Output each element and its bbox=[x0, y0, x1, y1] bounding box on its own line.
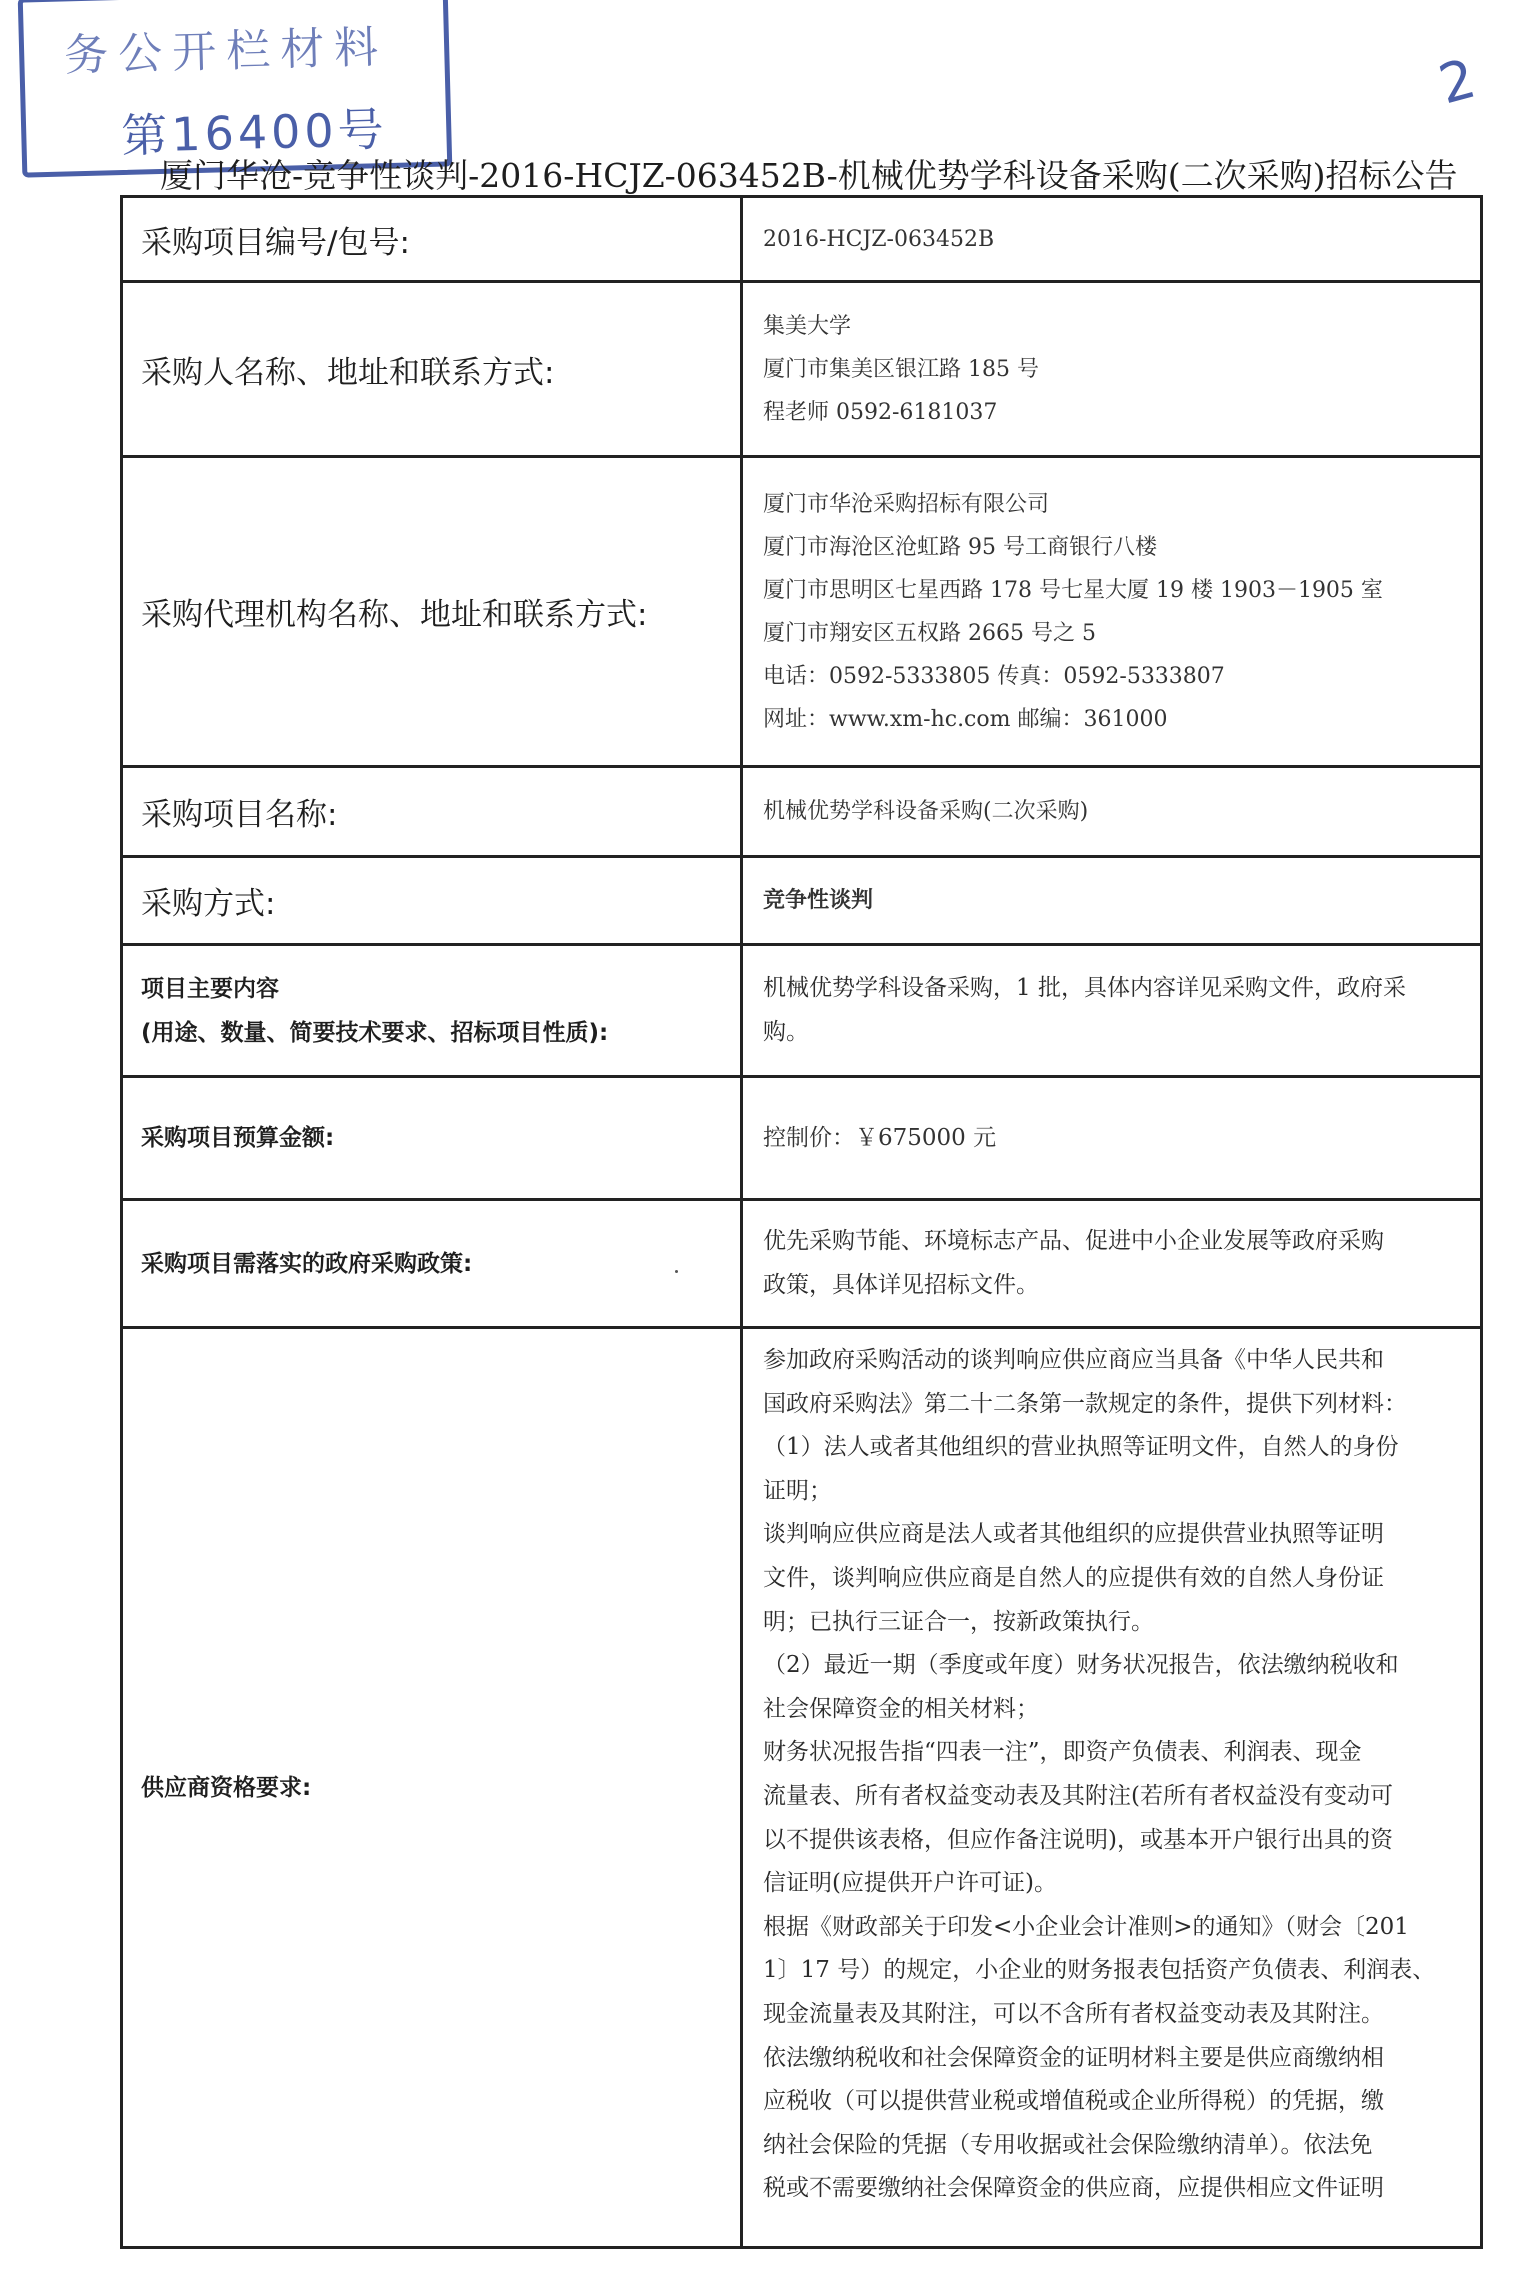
label-content-detail: (用途、数量、简要技术要求、招标项目性质): bbox=[141, 1019, 609, 1046]
row-content bbox=[122, 945, 1482, 1077]
value-method: 竞争性谈判 bbox=[763, 887, 874, 913]
qualification-line: 明；已执行三证合一，按新政策执行。 bbox=[763, 1608, 1154, 1635]
label-budget: 采购项目预算金额: bbox=[141, 1125, 335, 1151]
content-line: 机械优势学科设备采购，1 批，具体内容详见采购文件，政府采 bbox=[763, 974, 1406, 1001]
label-project-no: 采购项目编号/包号: bbox=[141, 224, 410, 261]
label-project-name: 采购项目名称: bbox=[141, 797, 338, 833]
qualification-line: 纳社会保险的凭据（专用收据或社会保险缴纳清单）。依法免 bbox=[763, 2131, 1373, 2158]
row-method bbox=[122, 857, 1482, 945]
value-budget: 控制价：￥675000 元 bbox=[763, 1124, 997, 1151]
row-agency bbox=[122, 457, 1482, 767]
qualification-line: 现金流量表及其附注，可以不含所有者权益变动表及其附注。 bbox=[763, 2000, 1384, 2027]
qualification-line: 税或不需要缴纳社会保障资金的供应商，应提供相应文件证明 bbox=[763, 2175, 1384, 2202]
row-qualification bbox=[122, 1328, 1482, 2248]
qualification-line: 社会保障资金的相关材料； bbox=[763, 1695, 1039, 1722]
row-policy bbox=[122, 1200, 1482, 1328]
agency-line: 厦门市海沧区沧虹路 95 号工商银行八楼 bbox=[763, 534, 1157, 560]
qualification-line: 1〕17 号）的规定，小企业的财务报表包括资产负债表、利润表、 bbox=[763, 1957, 1436, 1984]
policy-line: 政策，具体详见招标文件。 bbox=[763, 1271, 1039, 1298]
purchaser-line: 程老师 0592-6181037 bbox=[763, 399, 998, 425]
label-method: 采购方式: bbox=[141, 886, 276, 922]
qualification-line: 文件，谈判响应供应商是自然人的应提供有效的自然人身份证 bbox=[763, 1564, 1384, 1591]
agency-line: 厦门市华沧采购招标有限公司 bbox=[763, 491, 1050, 517]
agency-line: 电话：0592-5333805 传真：0592-5333807 bbox=[763, 663, 1225, 689]
qualification-line: 以不提供该表格，但应作备注说明)，或基本开户银行出具的资 bbox=[763, 1826, 1393, 1853]
qualification-line: 流量表、所有者权益变动表及其附注(若所有者权益没有变动可 bbox=[763, 1782, 1393, 1809]
row-purchaser bbox=[122, 282, 1482, 457]
purchaser-line: 厦门市集美区银江路 185 号 bbox=[763, 356, 1039, 382]
policy-line: 优先采购节能、环境标志产品、促进中小企业发展等政府采购 bbox=[763, 1227, 1384, 1254]
qualification-line: 财务状况报告指“四表一注”，即资产负债表、利润表、现金 bbox=[763, 1739, 1362, 1766]
row-budget bbox=[122, 1077, 1482, 1200]
agency-line: 网址：www.xm-hc.com 邮编：361000 bbox=[763, 706, 1168, 732]
agency-line: 厦门市翔安区五权路 2665 号之 5 bbox=[763, 620, 1096, 646]
value-project-no: 2016-HCJZ-063452B bbox=[763, 226, 995, 252]
qualification-line: 证明； bbox=[763, 1477, 832, 1504]
label-purchaser: 采购人名称、地址和联系方式: bbox=[141, 354, 555, 391]
scan-speck bbox=[675, 1270, 678, 1273]
announcement-table bbox=[120, 195, 1483, 2249]
qualification-line: 应税收（可以提供营业税或增值税或企业所得税）的凭据，缴 bbox=[763, 2088, 1384, 2115]
label-agency: 采购代理机构名称、地址和联系方式: bbox=[141, 597, 648, 633]
qualification-line: 根据《财政部关于印发<小企业会计准则>的通知》（财会〔201 bbox=[763, 1913, 1409, 1940]
page-title: 厦门华沧-竞争性谈判-2016-HCJZ-063452B-机械优势学科设备采购(二次采购)招标公告 bbox=[160, 156, 1458, 195]
stamp-top-text: 务公开栏材料 bbox=[63, 21, 389, 82]
agency-line: 厦门市思明区七星西路 178 号七星大厦 19 楼 1903－1905 室 bbox=[763, 577, 1383, 603]
purchaser-line: 集美大学 bbox=[763, 313, 852, 339]
stamp-number: 第16400号 bbox=[120, 102, 389, 163]
label-qualification: 供应商资格要求: bbox=[141, 1774, 312, 1801]
qualification-line: 国政府采购法》第二十二条第一款规定的条件，提供下列材料： bbox=[763, 1390, 1407, 1417]
qualification-line: 信证明(应提供开户许可证)。 bbox=[763, 1870, 1057, 1897]
value-project-name: 机械优势学科设备采购(二次采购) bbox=[763, 799, 1089, 824]
row-project-name bbox=[122, 767, 1482, 857]
qualification-line: （1）法人或者其他组织的营业执照等证明文件，自然人的身份 bbox=[763, 1434, 1399, 1461]
page-number: 2 bbox=[1432, 46, 1482, 117]
qualification-line: 依法缴纳税收和社会保障资金的证明材料主要是供应商缴纳相 bbox=[763, 2044, 1384, 2071]
qualification-line: 参加政府采购活动的谈判响应供应商应当具备《中华人民共和 bbox=[763, 1347, 1384, 1373]
qualification-line: 谈判响应供应商是法人或者其他组织的应提供营业执照等证明 bbox=[763, 1521, 1384, 1548]
row-project-no bbox=[122, 197, 1482, 282]
label-content-title: 项目主要内容 bbox=[141, 975, 279, 1002]
qualification-line: （2）最近一期（季度或年度）财务状况报告，依法缴纳税收和 bbox=[763, 1652, 1399, 1679]
label-policy: 采购项目需落实的政府采购政策: bbox=[141, 1250, 473, 1277]
content-line: 购。 bbox=[763, 1018, 809, 1045]
